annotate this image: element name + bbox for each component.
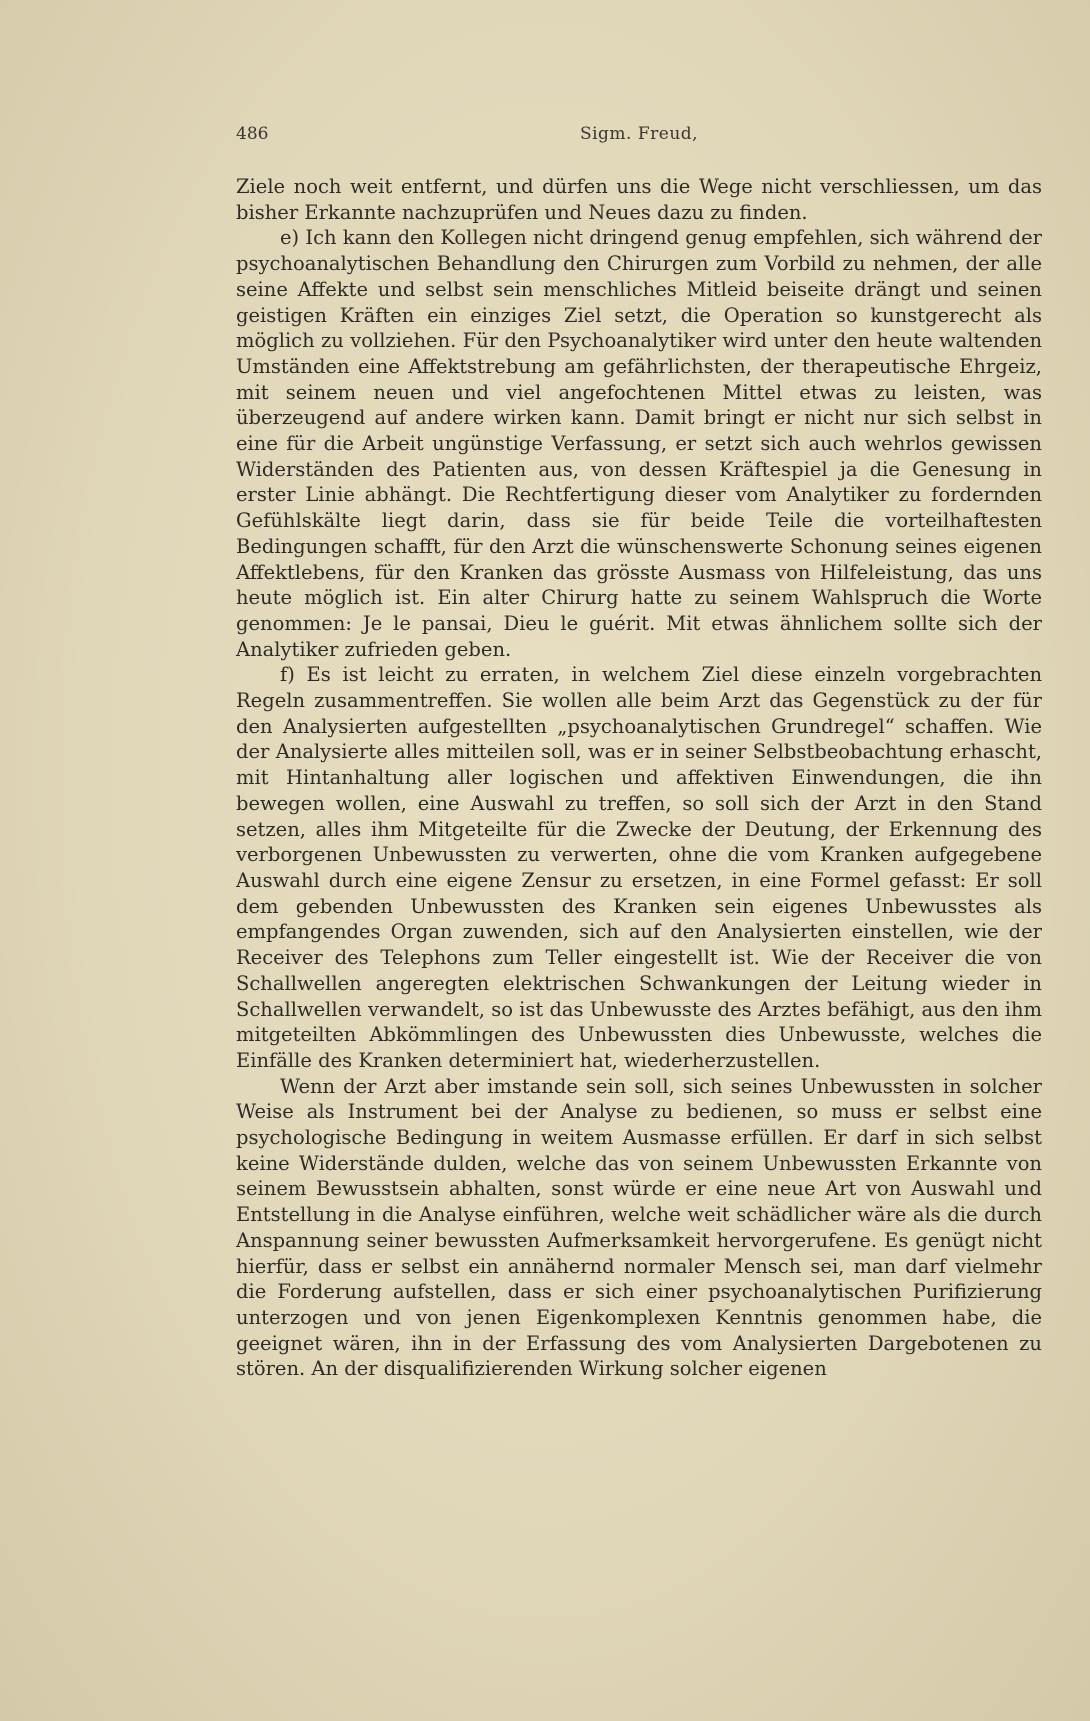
- paragraph-continuation: Ziele noch weit entfernt, und dürfen uns die Wege nicht verschliessen, um das bisher Erkannte nachzuprüfen und Neues dazu zu finden.: [236, 175, 1042, 224]
- page-number: 486: [236, 124, 269, 144]
- paragraph-unbewussten: Wenn der Arzt aber imstande sein soll, sich seines Unbewussten in solcher Weise als Instrument bei der Analyse zu bedienen, so muss er selbst eine psychologische Bedingung in weitem Ausmasse erfüllen. Er darf in sich selbst keine Widerstände dulden, welche das von seinem Unbewussten Erkannte von seinem Bewusstsein abhalten, sonst würde er eine neue Art von Auswahl und Entstellung in die Analyse einführen, welche weit schädlicher wäre als die durch Anspannung seiner bewussten Aufmerksamkeit hervorgerufene. Es genügt nicht hierfür, dass er selbst ein annähernd normaler Mensch sei, man darf vielmehr die Forderung aufstellen, dass er sich einer psychoanalytischen Purifizierung unterzogen und von jenen Eigenkomplexen Kenntnis genommen habe, die geeignet wären, ihn in der Erfassung des vom Analysierten Dargebotenen zu stören. An der disqualifizierenden Wirkung solcher eigenen: [236, 1074, 1042, 1381]
- body-text: [236, 174, 1042, 1382]
- paragraph-f: f) Es ist leicht zu erraten, in welchem Ziel diese einzeln vorgebrachten Regeln zusammentreffen. Sie wollen alle beim Arzt das Gegenstück zu der für den Analysierten aufgestellten „psychoanalytischen Grundregel“ schaffen. Wie der Analysierte alles mitteilen soll, was er in seiner Selbstbeobachtung erhascht, mit Hintanhaltung aller logischen und affektiven Einwendungen, die ihn bewegen wollen, eine Auswahl zu treffen, so soll sich der Arzt in den Stand setzen, alles ihm Mitgeteilte für die Zwecke der Deutung, der Erkennung des verborgenen Unbewussten zu verwerten, ohne die vom Kranken aufgegebene Auswahl durch eine eigene Zensur zu ersetzen, in eine Formel gefasst: Er soll dem gebenden Unbewussten des Kranken sein eigenes Unbewusstes als empfangendes Organ zuwenden, sich auf den Analysierten einstellen, wie der Receiver des Telephons zum Teller eingestellt ist. Wie der Receiver die von Schallwellen angeregten elektrischen Schwankungen der Leitung wieder in Schallwellen verwandelt, so ist das Unbewusste des Arztes befähigt, aus den ihm mitgeteilten Abkömmlingen des Unbewussten dies Unbewusste, welches die Einfälle des Kranken determiniert hat, wiederherzustellen.: [236, 663, 1042, 1072]
- paragraph-e: e) Ich kann den Kollegen nicht dringend genug empfehlen, sich während der psychoanalytischen Behandlung den Chirurgen zum Vorbild zu nehmen, der alle seine Affekte und selbst sein menschliches Mitleid beiseite drängt und seinen geistigen Kräften ein einziges Ziel setzt, die Operation so kunstgerecht als möglich zu vollziehen. Für den Psychoanalytiker wird unter den heute waltenden Umständen eine Affektstrebung am gefährlichsten, der therapeutische Ehrgeiz, mit seinem neuen und viel angefochtenen Mittel etwas zu leisten, was überzeugend auf andere wirken kann. Damit bringt er nicht nur sich selbst in eine für die Arbeit ungünstige Verfassung, er setzt sich auch wehrlos gewissen Widerständen des Patienten aus, von dessen Kräftespiel ja die Genesung in erster Linie abhängt. Die Rechtfertigung dieser vom Analytiker zu fordernden Gefühlskälte liegt darin, dass sie für beide Teile die vorteilhaftesten Bedingungen schafft, für den Arzt die wünschenswerte Schonung seines eigenen Affektlebens, für den Kranken das grösste Ausmass von Hilfeleistung, das uns heute möglich ist. Ein alter Chirurg hatte zu seinem Wahlspruch die Worte genommen: Je le pansai, Dieu le guérit. Mit etwas ähnlichem sollte sich der Analytiker zufrieden geben.: [236, 226, 1042, 661]
- running-head: Sigm. Freud,: [579, 124, 699, 144]
- page-header: [236, 124, 1042, 154]
